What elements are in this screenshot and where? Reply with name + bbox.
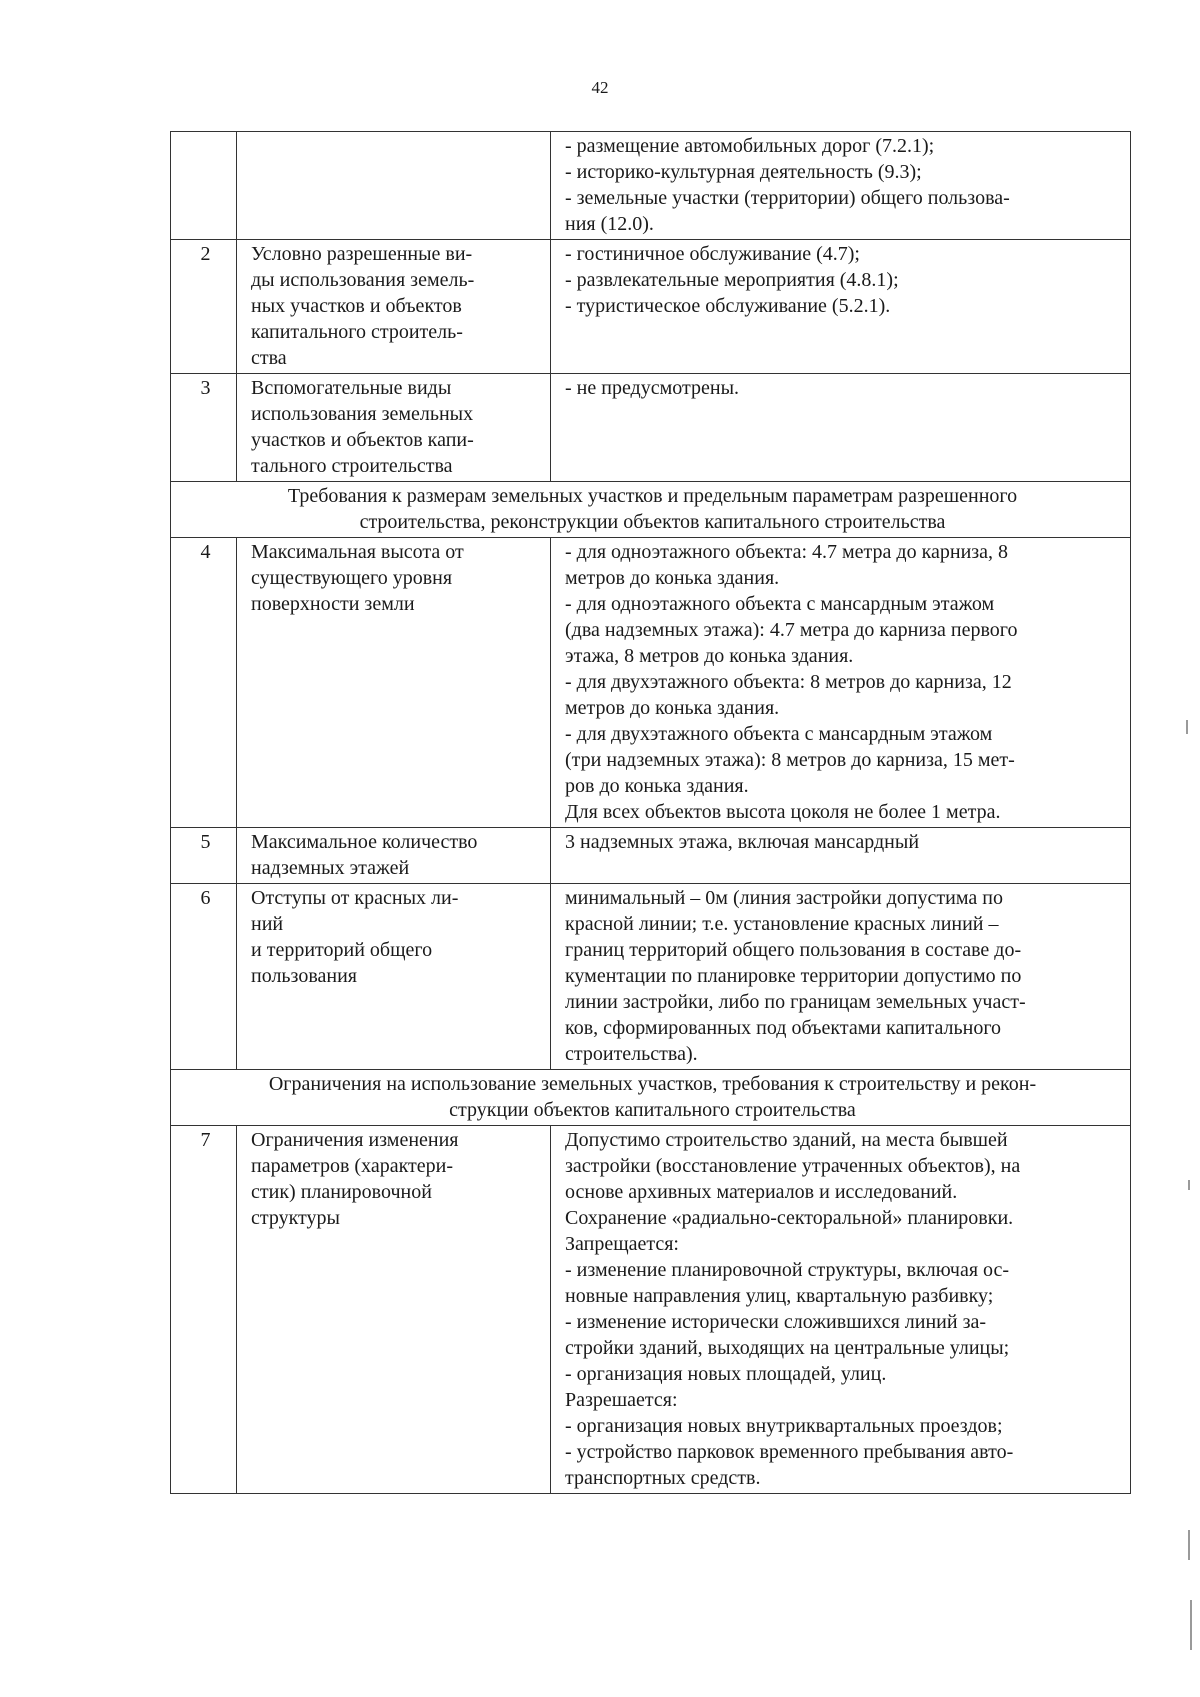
text-line: Максимальное количество [251, 831, 478, 853]
text-line: участков и объектов капи- [251, 429, 474, 451]
scan-edge-mark [1188, 1530, 1190, 1560]
text-line: метров до конька здания. [565, 567, 780, 589]
text-line: и территорий общего [251, 939, 433, 961]
text-line: Допустимо строительство зданий, на места бывшей [565, 1129, 1008, 1151]
text-line: этажа, 8 метров до конька здания. [565, 645, 854, 667]
text-line: границ территорий общего пользования в составе до- [565, 939, 1022, 961]
parameter-name-cell [237, 374, 551, 482]
text-line: - гостиничное обслуживание (4.7); [565, 243, 860, 265]
text-line: Максимальная высота от [251, 541, 464, 563]
parameter-name-cell [237, 884, 551, 1070]
text-line: Ограничения изменения [251, 1129, 459, 1151]
text-line: минимальный – 0м (линия застройки допустима по [565, 887, 1003, 909]
text-line: транспортных средств. [565, 1467, 761, 1489]
scan-edge-mark [1190, 1600, 1192, 1650]
text-line: ний [251, 913, 284, 935]
regulations-table-body [171, 132, 1131, 1494]
section-header [171, 482, 1131, 538]
parameter-value-cell [551, 240, 1131, 374]
row-number [171, 132, 237, 240]
text-line: Условно разрешенные ви- [251, 243, 473, 265]
row-number: 6 [171, 884, 237, 1070]
text-line: метров до конька здания. [565, 697, 780, 719]
parameter-name-cell [237, 1126, 551, 1494]
text-line: поверхности земли [251, 593, 415, 615]
parameter-value-cell [551, 538, 1131, 828]
text-line: использования земельных [251, 403, 474, 425]
table-row [171, 538, 1131, 828]
text-line: ства [251, 347, 287, 369]
text-line: - изменение планировочной структуры, включая ос- [565, 1259, 1010, 1281]
text-line: - не предусмотрены. [565, 377, 740, 399]
text-line: - устройство парковок временного пребывания авто- [565, 1441, 1014, 1463]
parameter-name-cell [237, 132, 551, 240]
regulations-table [170, 131, 1131, 1494]
parameter-name-cell [237, 828, 551, 884]
text-line: структуры [251, 1207, 340, 1229]
text-line: Для всех объектов высота цоколя не более 1 метра. [565, 801, 1001, 823]
text-line: (три надземных этажа): 8 метров до карниза, 15 мет- [565, 749, 1015, 771]
parameter-name-cell [237, 240, 551, 374]
text-line: - организация новых площадей, улиц. [565, 1363, 887, 1385]
text-line: тального строительства [251, 455, 453, 477]
text-line: ния (12.0). [565, 213, 654, 235]
text-line: кументации по планировке территории допустимо по [565, 965, 1022, 987]
table-row [171, 1126, 1131, 1494]
text-line: существующего уровня [251, 567, 453, 589]
text-line: Ограничения на использование земельных участков, требования к строительству и рекон- [268, 1073, 1037, 1095]
text-line: струкции объектов капитального строительства [449, 1099, 856, 1121]
scan-edge-mark [1186, 720, 1188, 734]
text-line: линии застройки, либо по границам земельных участ- [565, 991, 1026, 1013]
text-line: Требования к размерам земельных участков и предельным параметрам разрешенного [287, 485, 1018, 507]
text-line: - размещение автомобильных дорог (7.2.1); [565, 135, 935, 157]
section-header-row [171, 482, 1131, 538]
text-line: ков, сформированных под объектами капитального [565, 1017, 1002, 1039]
table-row [171, 240, 1131, 374]
text-line: - историко-культурная деятельность (9.3); [565, 161, 922, 183]
parameter-value-cell [551, 1126, 1131, 1494]
text-line: пользования [251, 965, 357, 987]
parameter-value-cell [551, 374, 1131, 482]
text-line: застройки (восстановление утраченных объектов), на [565, 1155, 1021, 1177]
text-line: надземных этажей [251, 857, 410, 879]
table-row [171, 132, 1131, 240]
text-line: стройки зданий, выходящих на центральные улицы; [565, 1337, 1010, 1359]
row-number: 4 [171, 538, 237, 828]
text-line: капитального строитель- [251, 321, 463, 343]
text-line: параметров (характери- [251, 1155, 454, 1177]
parameter-value-cell [551, 132, 1131, 240]
row-number: 3 [171, 374, 237, 482]
text-line: Отступы от красных ли- [251, 887, 459, 909]
text-line: Сохранение «радиально-секторальной» планировки. [565, 1207, 1014, 1229]
text-line: - для одноэтажного объекта с мансардным этажом [565, 593, 995, 615]
text-line: 3 надземных этажа, включая мансардный [565, 831, 920, 853]
text-line: - туристическое обслуживание (5.2.1). [565, 295, 891, 317]
text-line: ды использования земель- [251, 269, 475, 291]
page-number: 42 [591, 78, 609, 97]
table-row [171, 374, 1131, 482]
text-line: стик) планировочной [251, 1181, 432, 1203]
text-line: - земельные участки (территории) общего пользова- [565, 187, 1010, 209]
text-line: - изменение исторически сложившихся линий за- [565, 1311, 987, 1333]
text-line: ров до конька здания. [565, 775, 749, 797]
section-header-row [171, 1070, 1131, 1126]
text-line: строительства). [565, 1043, 698, 1065]
text-line: (два надземных этажа): 4.7 метра до карниза первого [565, 619, 1018, 641]
table-row [171, 884, 1131, 1070]
scan-edge-mark [1188, 1180, 1190, 1190]
text-line: - для одноэтажного объекта: 4.7 метра до карниза, 8 [565, 541, 1009, 563]
parameter-value-cell [551, 828, 1131, 884]
row-number: 7 [171, 1126, 237, 1494]
text-line: красной линии; т.е. установление красных линий – [565, 913, 999, 935]
parameter-value-cell [551, 884, 1131, 1070]
parameter-name-cell [237, 538, 551, 828]
text-line: Вспомогательные виды [251, 377, 452, 399]
text-line: Запрещается: [565, 1233, 679, 1255]
text-line: - для двухэтажного объекта: 8 метров до карниза, 12 [565, 671, 1012, 693]
text-line: - организация новых внутриквартальных проездов; [565, 1415, 1003, 1437]
section-header [171, 1070, 1131, 1126]
text-line: основе архивных материалов и исследований. [565, 1181, 958, 1203]
row-number: 2 [171, 240, 237, 374]
text-line: ных участков и объектов [251, 295, 462, 317]
row-number: 5 [171, 828, 237, 884]
text-line: строительства, реконструкции объектов капитального строительства [359, 511, 946, 533]
text-line: Разрешается: [565, 1389, 678, 1411]
table-row [171, 828, 1131, 884]
text-line: - развлекательные мероприятия (4.8.1); [565, 269, 899, 291]
text-line: - для двухэтажного объекта с мансардным этажом [565, 723, 993, 745]
text-line: новные направления улиц, квартальную разбивку; [565, 1285, 994, 1307]
